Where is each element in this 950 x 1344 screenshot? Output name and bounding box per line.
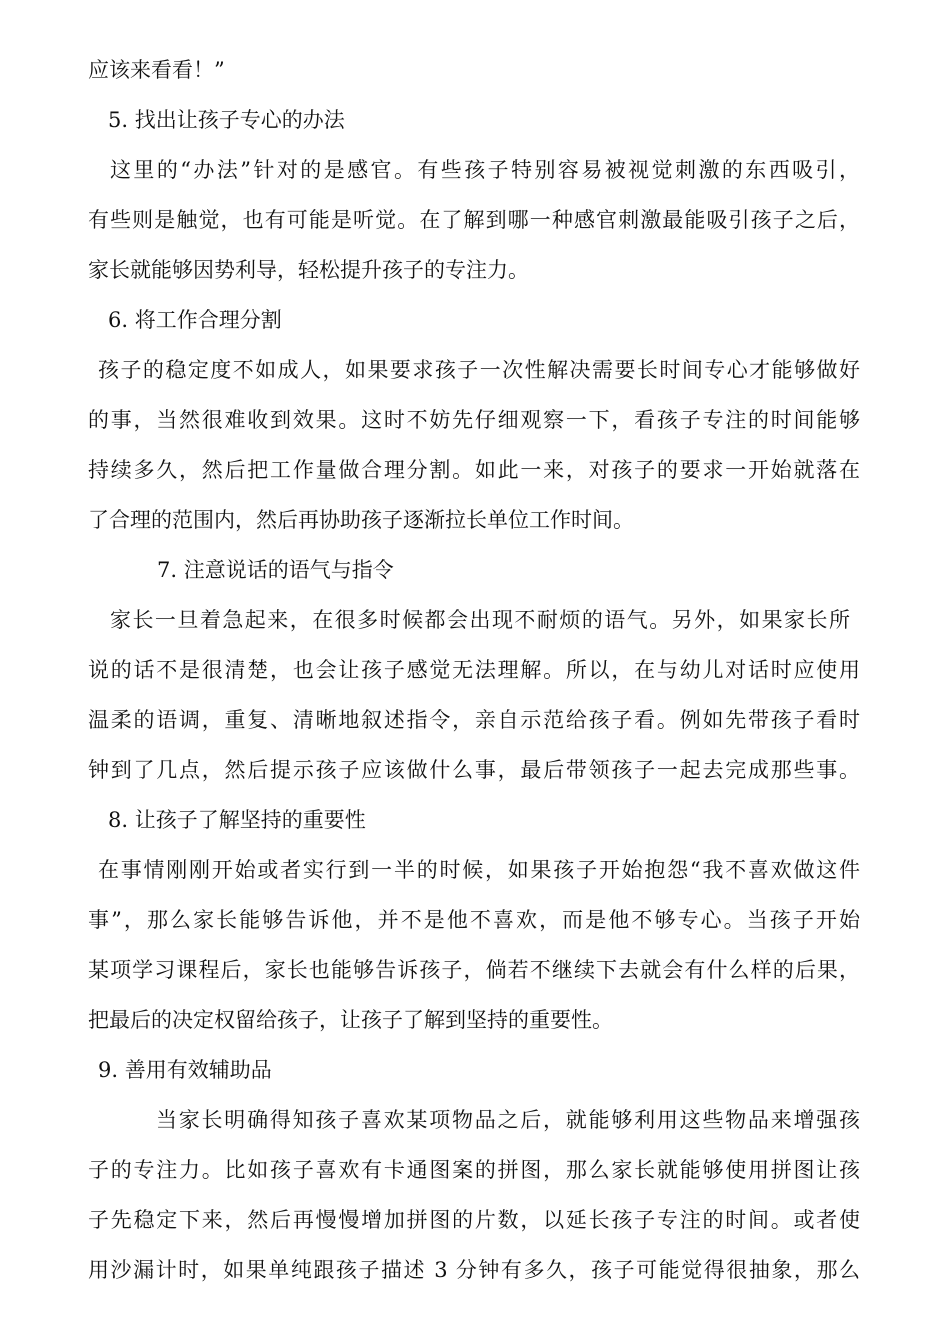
paragraph-line: 家长就能够因势利导，轻松提升孩子的专注力。 — [88, 258, 529, 282]
section-heading-8: 8. 让孩子了解坚持的重要性 — [108, 808, 366, 832]
section-heading-5: 5. 找出让孩子专心的办法 — [108, 108, 345, 132]
paragraph-line: 孩子的稳定度不如成人，如果要求孩子一次性解决需要长时间专心才能够做好 — [98, 358, 860, 382]
paragraph-line: 有些则是触觉，也有可能是听觉。在了解到哪一种感官刺激最能吸引孩子之后， — [88, 208, 860, 232]
section-heading-7: 7. 注意说话的语气与指令 — [157, 558, 394, 582]
section-heading-9: 9. 善用有效辅助品 — [98, 1058, 272, 1082]
paragraph-line: 了合理的范围内，然后再协助孩子逐渐拉长单位工作时间。 — [88, 508, 634, 532]
paragraph-line: 持续多久，然后把工作量做合理分割。如此一来，对孩子的要求一开始就落在 — [88, 458, 860, 482]
paragraph-line: 当家长明确得知孩子喜欢某项物品之后，就能够利用这些物品来增强孩 — [156, 1108, 860, 1132]
paragraph-line: 家长一旦着急起来，在很多时候都会出现不耐烦的语气。另外，如果家长所 — [110, 608, 850, 632]
paragraph-line: 说的话不是很清楚，也会让孩子感觉无法理解。所以，在与幼儿对话时应使用 — [88, 658, 860, 682]
paragraph-line: 用沙漏计时，如果单纯跟孩子描述 3 分钟有多久，孩子可能觉得很抽象，那么 — [88, 1258, 860, 1282]
paragraph-line: 在事情刚刚开始或者实行到一半的时候，如果孩子开始抱怨“我不喜欢做这件 — [98, 858, 860, 882]
paragraph-line: 温柔的语调，重复、清晰地叙述指令，亲自示范给孩子看。例如先带孩子看时 — [88, 708, 860, 732]
paragraph-line: 钟到了几点，然后提示孩子应该做什么事，最后带领孩子一起去完成那些事。 — [88, 758, 860, 782]
paragraph-line: 把最后的决定权留给孩子，让孩子了解到坚持的重要性。 — [88, 1008, 613, 1032]
paragraph-line: 这里的“办法”针对的是感官。有些孩子特别容易被视觉刺激的东西吸引， — [110, 158, 860, 182]
paragraph-line: 某项学习课程后，家长也能够告诉孩子，倘若不继续下去就会有什么样的后果， — [88, 958, 860, 982]
paragraph-line: 事”，那么家长能够告诉他，并不是他不喜欢，而是他不够专心。当孩子开始 — [88, 908, 860, 932]
paragraph-line: 应该来看看！” — [88, 58, 225, 82]
section-heading-6: 6. 将工作合理分割 — [108, 308, 282, 332]
paragraph-line: 子先稳定下来，然后再慢慢增加拼图的片数，以延长孩子专注的时间。或者使 — [88, 1208, 860, 1232]
paragraph-line: 的事，当然很难收到效果。这时不妨先仔细观察一下，看孩子专注的时间能够 — [88, 408, 860, 432]
paragraph-line: 子的专注力。比如孩子喜欢有卡通图案的拼图，那么家长就能够使用拼图让孩 — [88, 1158, 860, 1182]
